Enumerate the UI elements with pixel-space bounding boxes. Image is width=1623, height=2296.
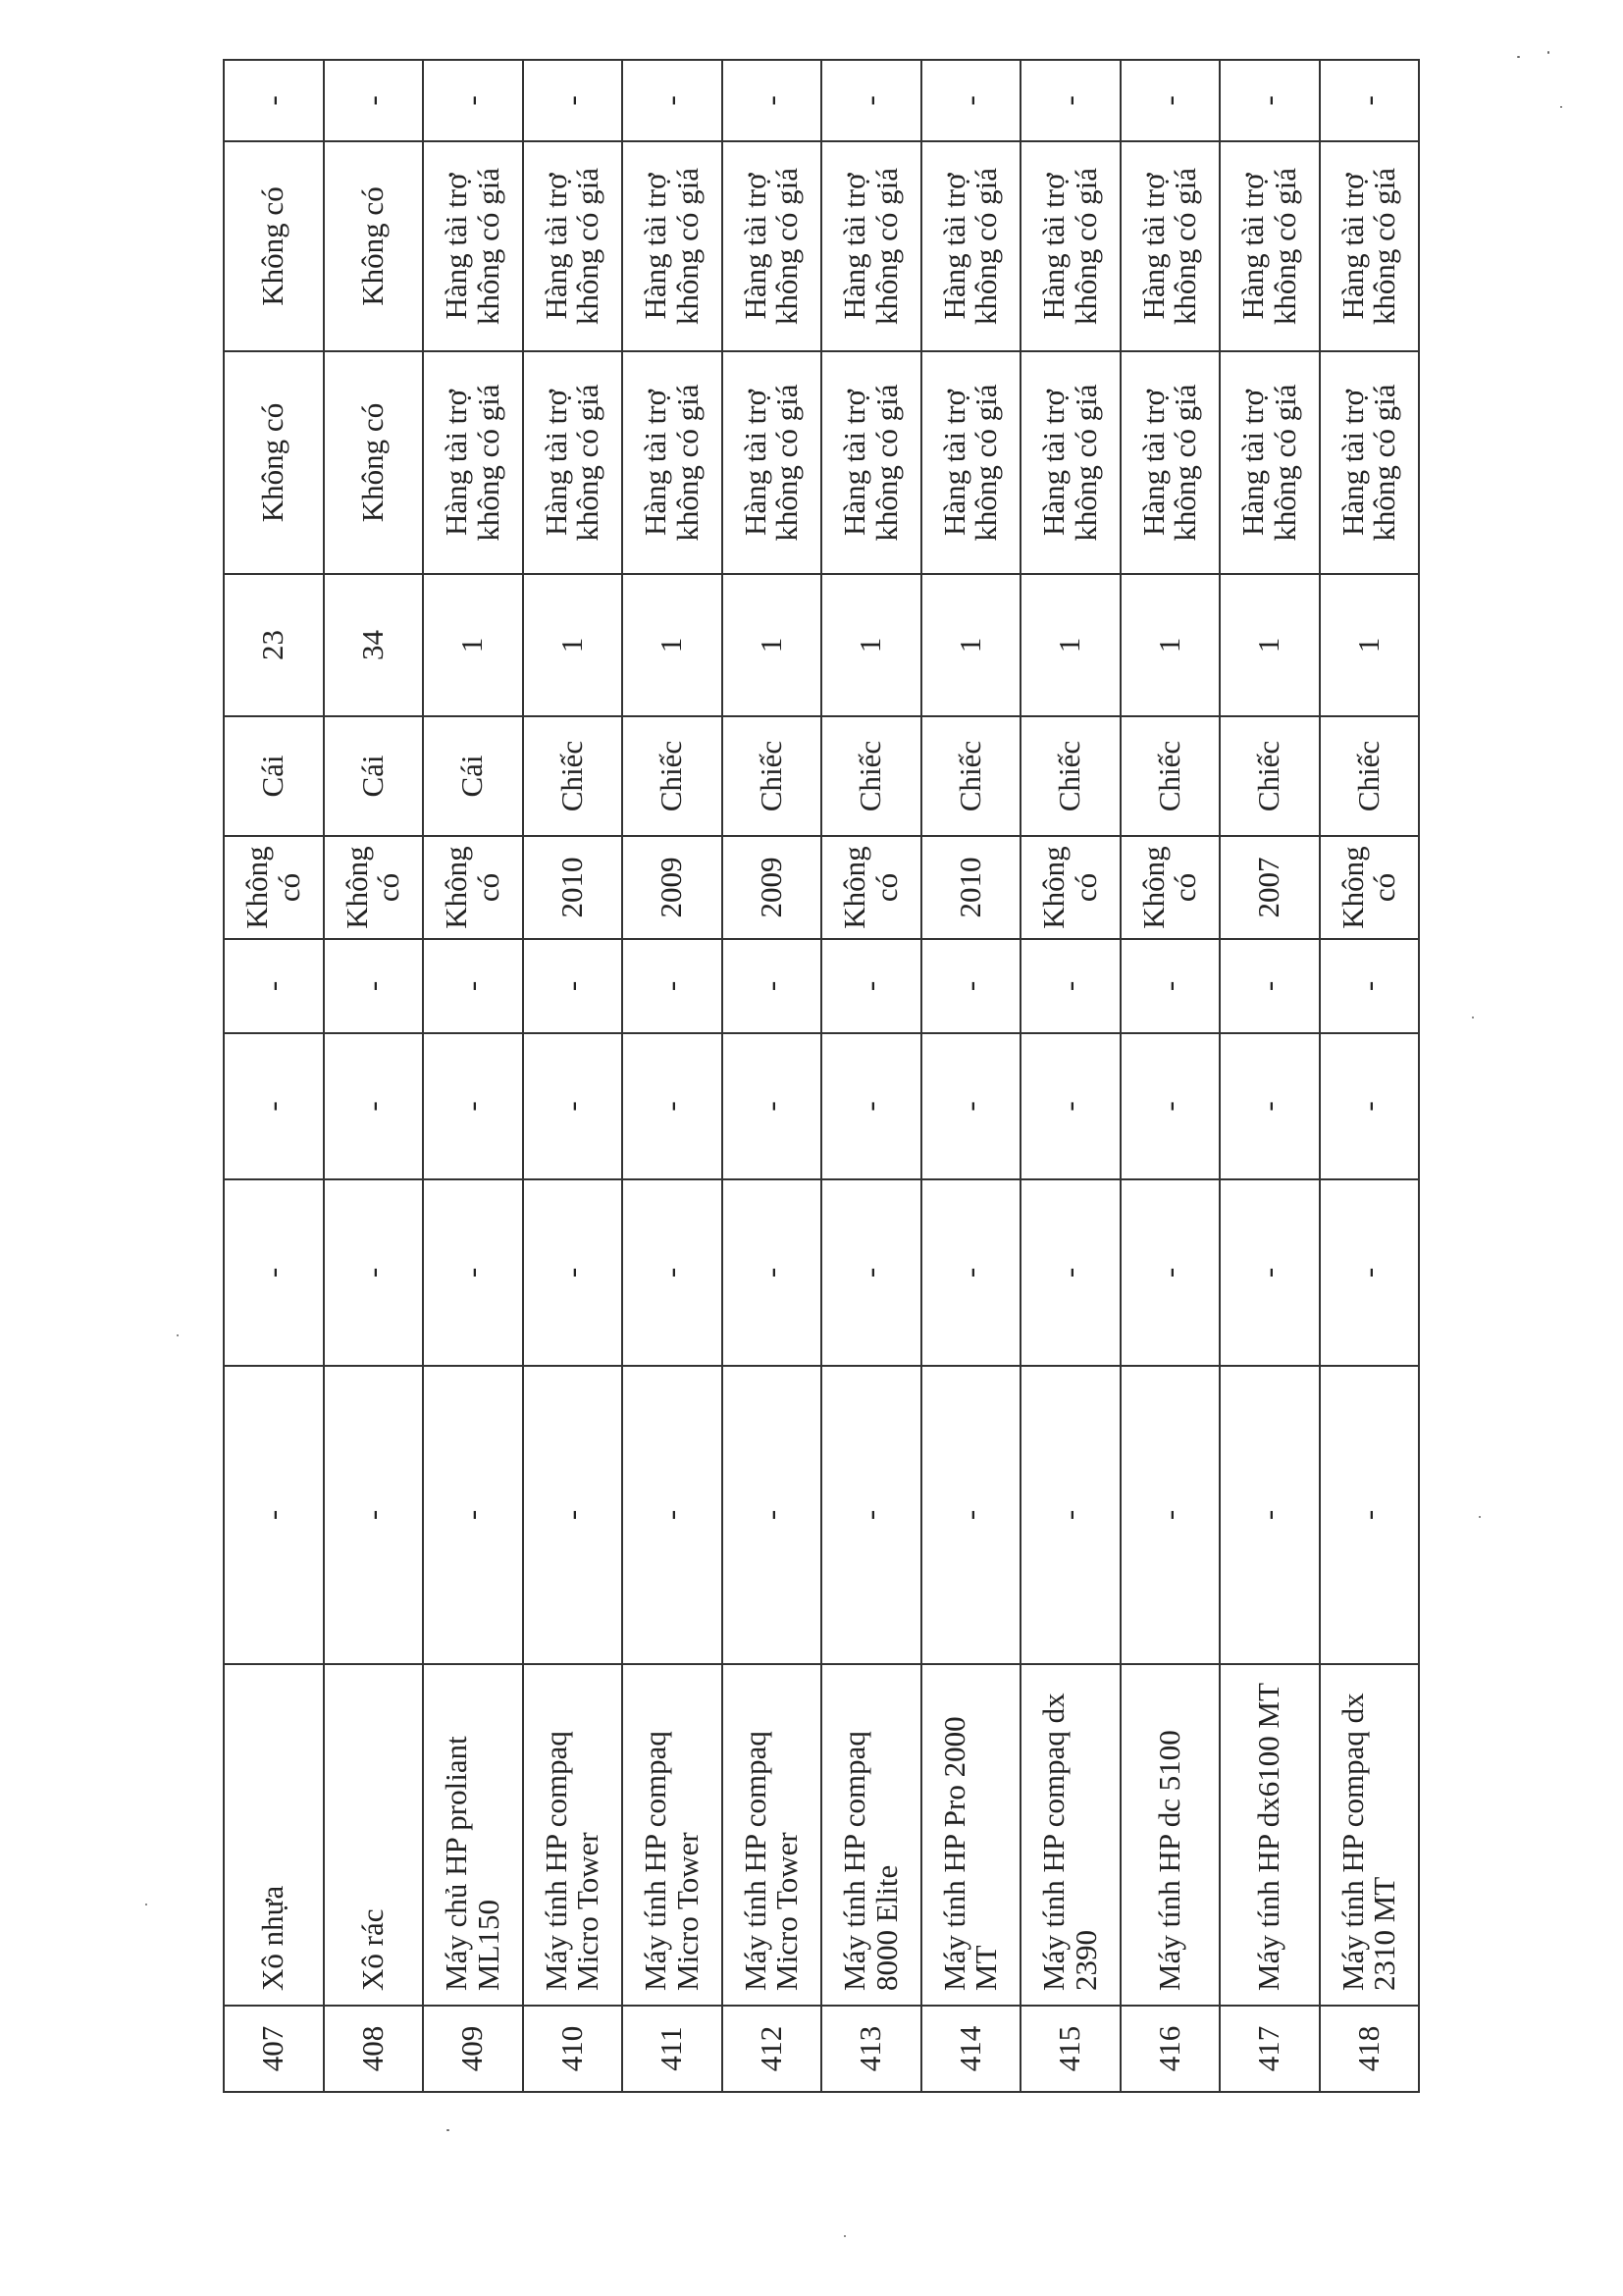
unit-price-cell: Hàng tài trợ không có giá	[1121, 351, 1221, 574]
quantity-cell: 1	[1121, 574, 1221, 716]
table-row	[722, 60, 822, 2092]
quantity-cell: 1	[1320, 574, 1420, 716]
manufacturer-cell: -	[224, 1033, 324, 1179]
row-number-cell: 413	[821, 2006, 921, 2092]
model-cell: -	[1320, 939, 1420, 1033]
table-row	[523, 60, 623, 2092]
year-cell: Không có	[224, 836, 324, 939]
asset-inventory-table	[223, 59, 1420, 2093]
item-name-cell: Máy tính HP compaq 8000 Elite	[821, 1664, 921, 2006]
spec-cell: -	[1021, 1366, 1121, 1664]
year-cell: 2007	[1220, 836, 1320, 939]
row-number-cell: 407	[224, 2006, 324, 2092]
rotated-table-region	[223, 61, 1418, 2093]
total-value-cell: Hàng tài trợ không có giá	[722, 141, 822, 351]
table-wrapper	[223, 61, 1418, 2093]
unit-price-cell: Không có	[224, 351, 324, 574]
note-cell: -	[921, 60, 1021, 141]
item-name-cell: Máy chủ HP proliant ML150	[423, 1664, 523, 2006]
origin-cell: -	[821, 1179, 921, 1366]
origin-cell: -	[622, 1179, 722, 1366]
unit-cell: Chiếc	[523, 716, 623, 836]
model-cell: -	[1121, 939, 1221, 1033]
year-cell: Không có	[821, 836, 921, 939]
origin-cell: -	[523, 1179, 623, 1366]
scan-speck	[446, 2129, 449, 2131]
total-value-cell: Hàng tài trợ không có giá	[1220, 141, 1320, 351]
unit-cell: Cái	[423, 716, 523, 836]
year-cell: 2010	[523, 836, 623, 939]
unit-price-cell: Hàng tài trợ không có giá	[423, 351, 523, 574]
row-number-cell: 417	[1220, 2006, 1320, 2092]
manufacturer-cell: -	[1121, 1033, 1221, 1179]
note-cell: -	[722, 60, 822, 141]
table-row	[1220, 60, 1320, 2092]
total-value-cell: Hàng tài trợ không có giá	[821, 141, 921, 351]
row-number-cell: 415	[1021, 2006, 1121, 2092]
item-name-cell: Xô rác	[324, 1664, 424, 2006]
unit-price-cell: Hàng tài trợ không có giá	[1320, 351, 1420, 574]
scan-speck	[844, 2235, 846, 2237]
year-cell: Không có	[1121, 836, 1221, 939]
item-name-cell: Máy tính HP Pro 2000 MT	[921, 1664, 1021, 2006]
spec-cell: -	[921, 1366, 1021, 1664]
spec-cell: -	[1220, 1366, 1320, 1664]
origin-cell: -	[1021, 1179, 1121, 1366]
table-row	[423, 60, 523, 2092]
item-name-cell: Máy tính HP dx6100 MT	[1220, 1664, 1320, 2006]
total-value-cell: Hàng tài trợ không có giá	[921, 141, 1021, 351]
unit-cell: Chiếc	[1021, 716, 1121, 836]
spec-cell: -	[622, 1366, 722, 1664]
unit-cell: Cái	[324, 716, 424, 836]
total-value-cell: Hàng tài trợ không có giá	[1021, 141, 1121, 351]
manufacturer-cell: -	[523, 1033, 623, 1179]
note-cell: -	[821, 60, 921, 141]
model-cell: -	[324, 939, 424, 1033]
item-name-cell: Máy tính HP compaq Micro Tower	[722, 1664, 822, 2006]
spec-cell: -	[324, 1366, 424, 1664]
table-body	[224, 60, 1419, 2092]
note-cell: -	[622, 60, 722, 141]
origin-cell: -	[921, 1179, 1021, 1366]
quantity-cell: 23	[224, 574, 324, 716]
table-row	[1320, 60, 1420, 2092]
total-value-cell: Hàng tài trợ không có giá	[1320, 141, 1420, 351]
scan-speck	[1479, 1516, 1481, 1518]
item-name-cell: Máy tính HP compaq Micro Tower	[622, 1664, 722, 2006]
spec-cell: -	[1121, 1366, 1221, 1664]
note-cell: -	[1021, 60, 1121, 141]
total-value-cell: Không có	[324, 141, 424, 351]
unit-price-cell: Hàng tài trợ không có giá	[523, 351, 623, 574]
total-value-cell: Hàng tài trợ không có giá	[423, 141, 523, 351]
total-value-cell: Hàng tài trợ không có giá	[523, 141, 623, 351]
manufacturer-cell: -	[1021, 1033, 1121, 1179]
quantity-cell: 1	[1021, 574, 1121, 716]
unit-price-cell: Không có	[324, 351, 424, 574]
quantity-cell: 1	[622, 574, 722, 716]
row-number-cell: 412	[722, 2006, 822, 2092]
row-number-cell: 418	[1320, 2006, 1420, 2092]
row-number-cell: 408	[324, 2006, 424, 2092]
origin-cell: -	[224, 1179, 324, 1366]
quantity-cell: 1	[523, 574, 623, 716]
model-cell: -	[722, 939, 822, 1033]
scan-speck	[145, 1904, 147, 1905]
scan-speck	[1517, 56, 1520, 58]
unit-cell: Chiếc	[1220, 716, 1320, 836]
item-name-cell: Máy tính HP compaq dx 2310 MT	[1320, 1664, 1420, 2006]
origin-cell: -	[1220, 1179, 1320, 1366]
row-number-cell: 416	[1121, 2006, 1221, 2092]
note-cell: -	[1121, 60, 1221, 141]
origin-cell: -	[722, 1179, 822, 1366]
unit-cell: Chiếc	[722, 716, 822, 836]
note-cell: -	[1220, 60, 1320, 141]
model-cell: -	[1220, 939, 1320, 1033]
unit-cell: Chiếc	[1320, 716, 1420, 836]
table-row	[324, 60, 424, 2092]
table-row	[821, 60, 921, 2092]
manufacturer-cell: -	[722, 1033, 822, 1179]
scan-speck	[1472, 1017, 1474, 1018]
note-cell: -	[224, 60, 324, 141]
item-name-cell: Xô nhựa	[224, 1664, 324, 2006]
scan-speck	[1560, 106, 1562, 108]
table-row	[1121, 60, 1221, 2092]
year-cell: Không có	[1320, 836, 1420, 939]
note-cell: -	[523, 60, 623, 141]
row-number-cell: 409	[423, 2006, 523, 2092]
quantity-cell: 1	[1220, 574, 1320, 716]
item-name-cell: Máy tính HP compaq Micro Tower	[523, 1664, 623, 2006]
table-row	[921, 60, 1021, 2092]
unit-cell: Cái	[224, 716, 324, 836]
origin-cell: -	[1121, 1179, 1221, 1366]
unit-price-cell: Hàng tài trợ không có giá	[622, 351, 722, 574]
manufacturer-cell: -	[821, 1033, 921, 1179]
unit-cell: Chiếc	[921, 716, 1021, 836]
year-cell: 2009	[722, 836, 822, 939]
manufacturer-cell: -	[1320, 1033, 1420, 1179]
model-cell: -	[423, 939, 523, 1033]
scan-speck	[1547, 51, 1549, 54]
spec-cell: -	[821, 1366, 921, 1664]
spec-cell: -	[722, 1366, 822, 1664]
row-number-cell: 411	[622, 2006, 722, 2092]
unit-price-cell: Hàng tài trợ không có giá	[722, 351, 822, 574]
note-cell: -	[324, 60, 424, 141]
year-cell: 2010	[921, 836, 1021, 939]
quantity-cell: 34	[324, 574, 424, 716]
total-value-cell: Không có	[224, 141, 324, 351]
table-row	[622, 60, 722, 2092]
table-row	[1021, 60, 1121, 2092]
note-cell: -	[423, 60, 523, 141]
model-cell: -	[523, 939, 623, 1033]
manufacturer-cell: -	[622, 1033, 722, 1179]
note-cell: -	[1320, 60, 1420, 141]
model-cell: -	[1021, 939, 1121, 1033]
model-cell: -	[921, 939, 1021, 1033]
row-number-cell: 410	[523, 2006, 623, 2092]
table-row	[224, 60, 324, 2092]
year-cell: Không có	[324, 836, 424, 939]
scan-speck	[177, 1334, 179, 1336]
origin-cell: -	[1320, 1179, 1420, 1366]
origin-cell: -	[324, 1179, 424, 1366]
unit-price-cell: Hàng tài trợ không có giá	[1220, 351, 1320, 574]
unit-price-cell: Hàng tài trợ không có giá	[821, 351, 921, 574]
unit-price-cell: Hàng tài trợ không có giá	[921, 351, 1021, 574]
unit-cell: Chiếc	[821, 716, 921, 836]
unit-cell: Chiếc	[622, 716, 722, 836]
model-cell: -	[622, 939, 722, 1033]
origin-cell: -	[423, 1179, 523, 1366]
quantity-cell: 1	[921, 574, 1021, 716]
spec-cell: -	[523, 1366, 623, 1664]
unit-price-cell: Hàng tài trợ không có giá	[1021, 351, 1121, 574]
item-name-cell: Máy tính HP compaq dx 2390	[1021, 1664, 1121, 2006]
quantity-cell: 1	[722, 574, 822, 716]
spec-cell: -	[1320, 1366, 1420, 1664]
unit-cell: Chiếc	[1121, 716, 1221, 836]
quantity-cell: 1	[423, 574, 523, 716]
manufacturer-cell: -	[1220, 1033, 1320, 1179]
model-cell: -	[224, 939, 324, 1033]
manufacturer-cell: -	[423, 1033, 523, 1179]
total-value-cell: Hàng tài trợ không có giá	[1121, 141, 1221, 351]
year-cell: Không có	[1021, 836, 1121, 939]
model-cell: -	[821, 939, 921, 1033]
spec-cell: -	[224, 1366, 324, 1664]
year-cell: Không có	[423, 836, 523, 939]
spec-cell: -	[423, 1366, 523, 1664]
total-value-cell: Hàng tài trợ không có giá	[622, 141, 722, 351]
manufacturer-cell: -	[324, 1033, 424, 1179]
year-cell: 2009	[622, 836, 722, 939]
manufacturer-cell: -	[921, 1033, 1021, 1179]
quantity-cell: 1	[821, 574, 921, 716]
row-number-cell: 414	[921, 2006, 1021, 2092]
item-name-cell: Máy tính HP dc 5100	[1121, 1664, 1221, 2006]
